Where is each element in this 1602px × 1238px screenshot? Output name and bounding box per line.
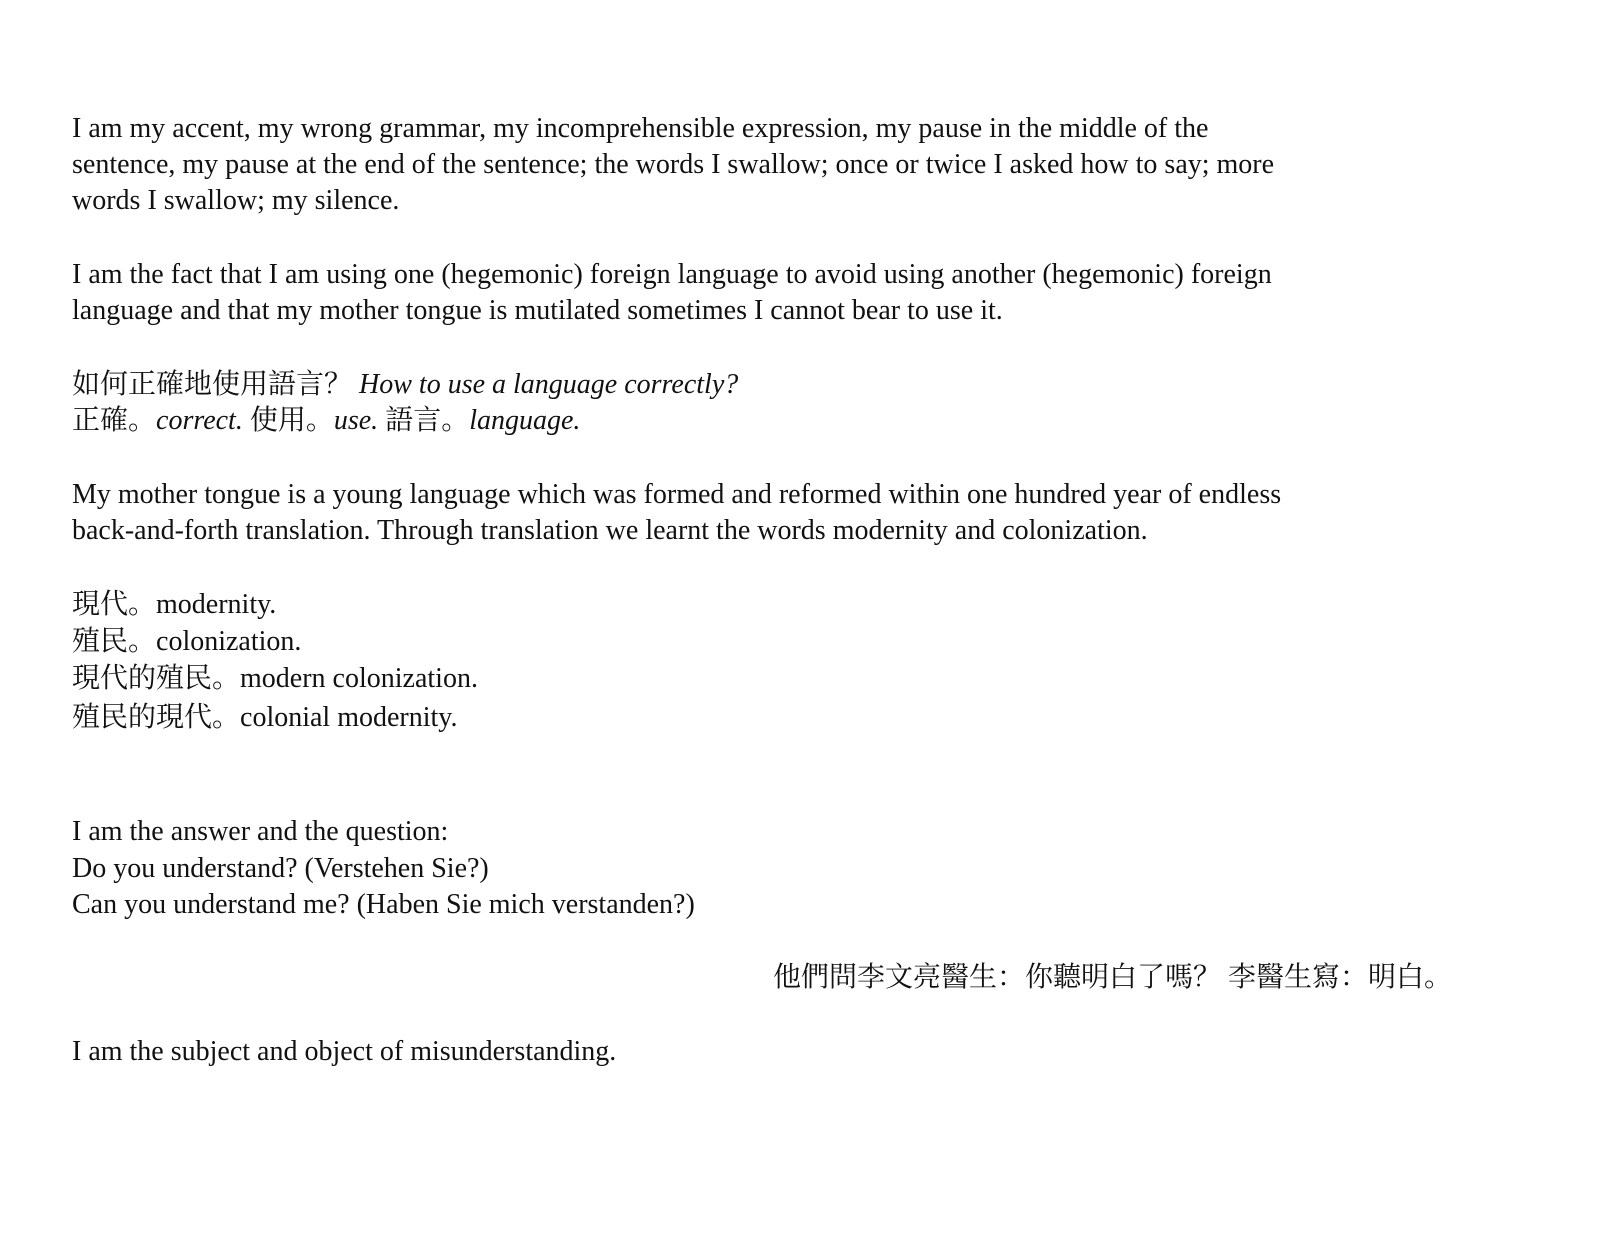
- paragraph-6-line-2: Do you understand? (Verstehen Sie?): [72, 853, 489, 884]
- word-zh-correct: 正確。: [72, 405, 157, 436]
- paragraph-1-line-2: sentence, my pause at the end of the sentence; the words I swallow; once or twice I asked how to say; more: [72, 149, 1275, 180]
- paragraph-6-line-1: I am the answer and the question:: [72, 816, 449, 847]
- glossary-line-3: [72, 660, 478, 697]
- document-page: [72, 0, 1452, 1238]
- glossary-zh: 殖民。: [72, 626, 157, 657]
- closing-line: I am the subject and object of misunderstanding.: [72, 1036, 617, 1067]
- glossary-en: modern colonization.: [240, 663, 478, 694]
- paragraph-1-line-3: words I swallow; my silence.: [72, 185, 400, 216]
- word-zh-use: 使用。: [249, 405, 334, 436]
- word-en-correct: correct.: [156, 405, 243, 436]
- word-en-language: language.: [469, 405, 581, 436]
- glossary-en: modernity.: [156, 589, 277, 620]
- word-en-use: use.: [333, 405, 379, 436]
- paragraph-4-line-2: back-and-forth translation. Through translation we learnt the words modernity and colonization.: [72, 515, 1148, 546]
- glossary-en: colonial modernity.: [240, 702, 458, 733]
- word-zh-language: 語言。: [385, 405, 470, 436]
- glossary-line-2: [72, 623, 301, 660]
- glossary-zh: 現代。: [72, 589, 157, 620]
- glossary-zh: 殖民的現代。: [72, 702, 241, 733]
- paragraph-2-line-1: I am the fact that I am using one (hegemonic) foreign language to avoid using another (hegemonic) foreign: [72, 259, 1272, 290]
- glossary-zh: 現代的殖民。: [72, 663, 241, 694]
- paragraph-3-line-2: [72, 402, 580, 439]
- right-aligned-chinese-line: 他們問李文亮醫生：你聽明白了嗎？ 李醫生寫：明白。: [772, 962, 1452, 993]
- question-chinese: 如何正確地使用語言？: [72, 369, 353, 400]
- paragraph-2-line-2: language and that my mother tongue is mutilated sometimes I cannot bear to use it.: [72, 295, 1003, 326]
- glossary-line-4: [72, 699, 457, 736]
- paragraph-1-line-1: I am my accent, my wrong grammar, my incomprehensible expression, my pause in the middle of the: [72, 113, 1209, 144]
- paragraph-3-line-1: [72, 366, 738, 403]
- question-english: How to use a language correctly?: [359, 369, 739, 400]
- paragraph-4-line-1: My mother tongue is a young language which was formed and reformed within one hundred year of endless: [72, 479, 1282, 510]
- paragraph-6-line-3: Can you understand me? (Haben Sie mich verstanden?): [72, 889, 695, 920]
- glossary-line-1: [72, 586, 276, 623]
- glossary-en: colonization.: [156, 626, 302, 657]
